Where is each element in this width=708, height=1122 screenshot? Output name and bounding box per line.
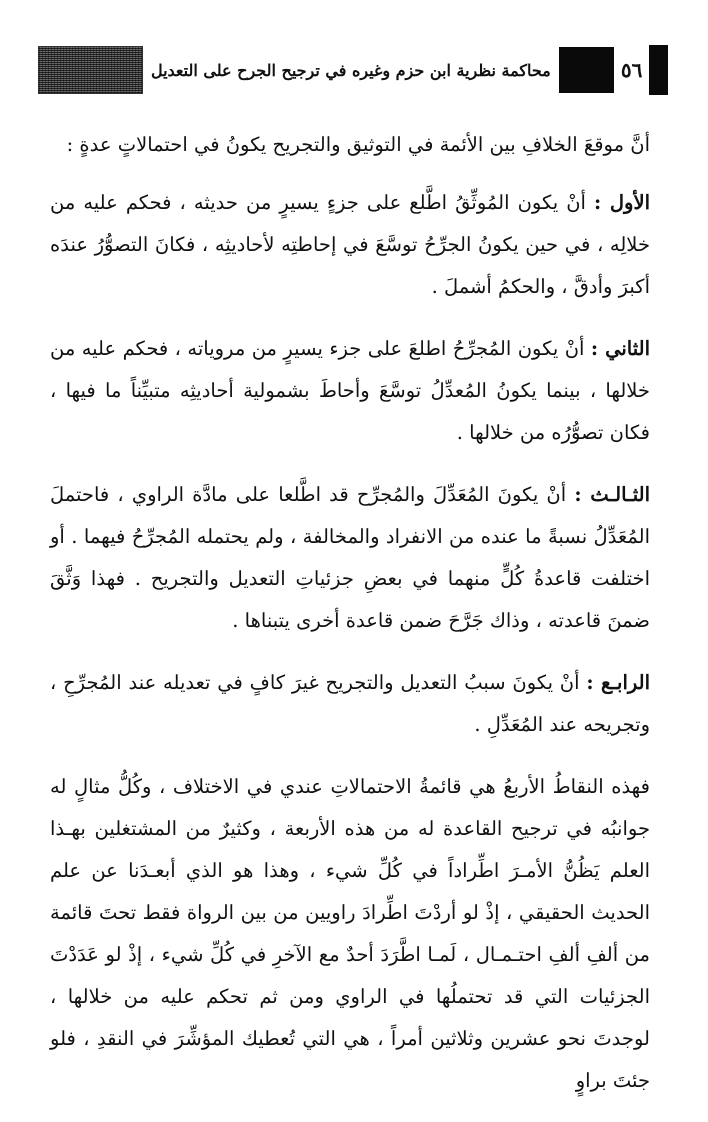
header-black-block [559,47,614,93]
running-title: محاكمة نظرية ابن حزم وغيره في ترجيح الجرح على التعديل [150,60,551,80]
paragraph-lead-third: الثـالـث : [574,483,651,506]
intro-paragraph: أنَّ موقعَ الخلافِ بين الأئمة في التوثيق والتجريح يكونُ في احتمالاتٍ عدةٍ : [66,133,650,156]
paragraph-fourth-possibility [50,662,650,746]
paragraph-text-first: أنْ يكون المُوثِّقُ اطَّلع على جزءٍ يسيرٍ من حديثه ، فحكم عليه من خلالِه ، في حين يكونُ الجرِّحُ توسَّعَ في إحاطتِه لأحاديثِه ، فكانَ التصوُّرُ عندَه أكبرَ وأدقَّ ، والحكمُ أشملَ . [50,191,650,298]
paragraph-lead-first: الأول : [594,191,650,214]
header-end-bar [649,45,668,95]
running-header [38,44,668,96]
paragraph-conclusion: فهذه النقاطُ الأربعُ هي قائمةُ الاحتمالاتِ عندي في الاختلاف ، وكُلُّ مثالٍ له جوانبُه في ترجيح القاعدة له من هذه الأربعة ، وكثيرٌ من المشتغلين بهـذا العلم يَظُنُّ الأمـرَ اطِّراداً في كُلِّ شيء ، وهذا هو الذي أبعـدَنا عن علم الحديث الحقيقي ، إذْ لو أردْتَ اطِّرادَ راويين من بين الرواة فقط تحتَ قائمة من ألفِ ألفِ احتـمـال ، لَمـا اطَّرَدَ أحدٌ مع الآخرِ في كُلِّ شيء ، إذْ لو عَدَدْتَ الجزئيات التي قد تحتملُها في الراوي ومن ثم تحكم عليه من خلالها ، لوجدتَ نحو عشرين وثلاثين أمراً ، هي التي تُعطيك المؤشِّرَ في النقدِ ، فلو جئتَ براوٍ [50,775,650,1092]
page-body [50,124,650,1122]
paragraph-second-possibility [50,328,650,454]
page-number: ٥٦ [620,58,643,82]
paragraph-text-fourth: أنْ يكونَ سببُ التعديل والتجريح غيرَ كافٍ في تعديله عند المُجرِّحِ ، وتجريحه عند المُعَدِّلِ . [50,671,650,736]
paragraph-third-possibility [50,474,650,642]
paragraph-lead-fourth: الرابـع : [586,671,651,694]
paragraph-text-second: أنْ يكون المُجرِّحُ اطلعَ على جزء يسيرٍ من مروياته ، فحكم عليه من خلالها ، بينما يكونُ المُعدِّلُ توسَّعَ وأحاطَ بشمولية أحاديثِه متبيِّناً ما فيها ، فكان تصوُّرُه من خلالها . [50,337,650,444]
header-hatch-pattern [38,46,143,94]
paragraph-lead-second: الثاني : [590,337,650,360]
paragraph-first-possibility [50,182,650,308]
paragraph-text-third: أنْ يكونَ المُعَدِّلَ والمُجرِّح قد اطَّلعا على مادَّة الراوي ، فاحتملَ المُعَدِّلُ نسبةً ما عنده من الانفراد والمخالفة ، ولم يحتمله المُجرِّحُ فيهما . أو اختلفت قاعدةُ كُلٍّ منهما في بعضِ جزئياتِ التعديل والتجريح . فهذا وَثَّقَ ضمنَ قاعدته ، وذاك جَرَّحَ ضمن قاعدة أخرى يتبناها . [50,483,650,632]
